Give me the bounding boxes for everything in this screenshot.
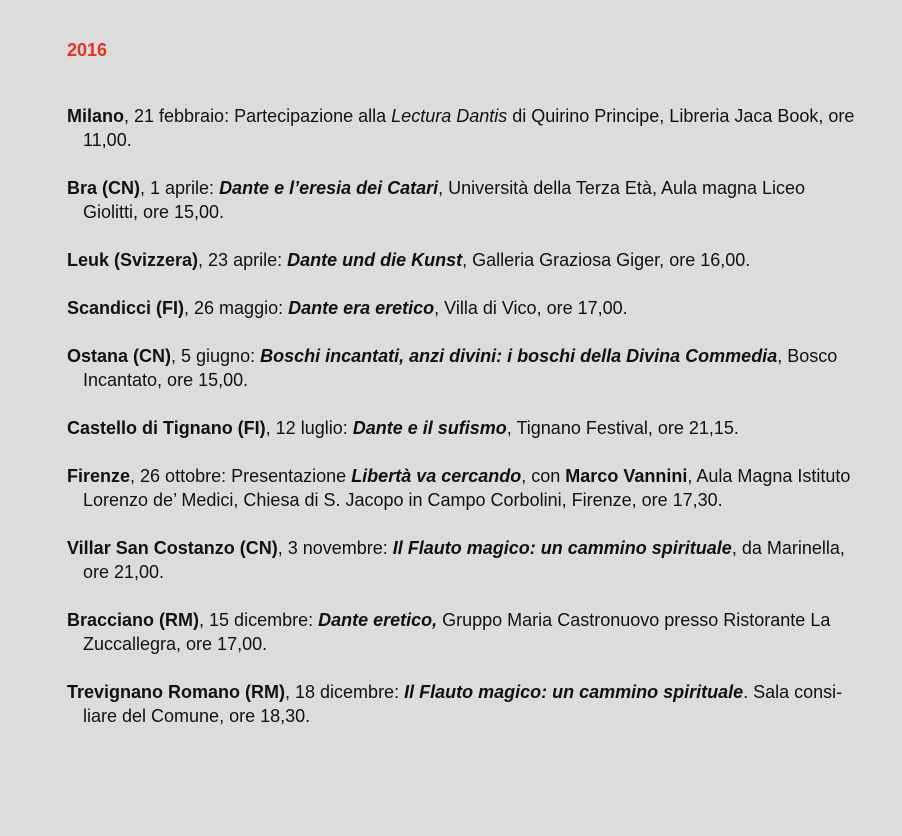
event-detail: , 12 luglio: xyxy=(265,418,353,438)
event-entry xyxy=(67,416,862,440)
event-entry xyxy=(67,248,862,272)
event-title: Libertà va cercando xyxy=(351,466,522,486)
event-entry xyxy=(67,296,862,320)
event-entry xyxy=(67,104,862,152)
event-detail: , 15 dicembre: xyxy=(199,610,319,630)
event-entry xyxy=(67,536,862,584)
event-place: Bra (CN) xyxy=(67,178,141,198)
event-place: Leuk (Svizzera) xyxy=(67,250,199,270)
event-place: Ostana (CN) xyxy=(67,346,172,366)
event-entry xyxy=(67,608,862,656)
event-detail: , 1 aprile: xyxy=(140,178,220,198)
event-detail: , Villa di Vico, ore 17,00. xyxy=(434,298,628,318)
event-place: Castello di Tignano (FI) xyxy=(67,418,266,438)
event-detail: , 21 febbraio: Partecipazione alla xyxy=(124,106,392,126)
event-detail: , 5 giugno: xyxy=(171,346,261,366)
event-title: Dante und die Kunst xyxy=(287,250,463,270)
event-detail: , Aula Magna Istituto Lorenzo de’ Medici, Chiesa di S. Jacopo in Campo Corbolini, Firenze, ore 17,30. xyxy=(83,466,851,510)
event-detail: , 26 ottobre: Presentazione xyxy=(130,466,352,486)
event-title: Il Flauto magico: un cammino spirituale xyxy=(404,682,744,702)
year-heading: 2016 xyxy=(67,40,108,60)
event-title: Dante e il sufismo xyxy=(352,418,507,438)
event-entry xyxy=(67,176,862,224)
event-title: Dante era eretico xyxy=(288,298,435,318)
event-title: Dante eretico, xyxy=(318,610,438,630)
event-place: Firenze xyxy=(67,466,131,486)
event-detail: Gruppo Maria Castronuovo presso Ristorante La Zuccallegra, ore 17,00. xyxy=(83,610,831,654)
event-place: Marco Vannini xyxy=(565,466,688,486)
event-title: Boschi incantati, anzi divini: i boschi della Divina Commedia xyxy=(260,346,778,366)
event-detail: , 18 dicembre: xyxy=(285,682,405,702)
event-title: Dante e l’eresia dei Catari xyxy=(219,178,439,198)
event-entry xyxy=(67,344,862,392)
events-list xyxy=(67,104,862,728)
event-place: Trevignano Romano (RM) xyxy=(67,682,286,702)
event-detail: , 26 maggio: xyxy=(184,298,289,318)
event-detail: , Bosco Incantato, ore 15,00. xyxy=(83,346,838,390)
event-place: Bracciano (RM) xyxy=(67,610,200,630)
event-detail: , con xyxy=(521,466,566,486)
event-place: Scandicci (FI) xyxy=(67,298,185,318)
event-detail: . Sala consi-liare del Comune, ore 18,30. xyxy=(83,682,843,726)
event-title: Il Flauto magico: un cammino spirituale xyxy=(392,538,732,558)
event-detail: di Quirino Principe, Libreria Jaca Book, ore 11,00. xyxy=(83,106,855,150)
event-place: Milano xyxy=(67,106,124,126)
event-detail: , da Marinella, ore 21,00. xyxy=(83,538,845,582)
event-detail: , 3 novembre: xyxy=(277,538,393,558)
event-detail: , Tignano Festival, ore 21,15. xyxy=(506,418,739,438)
event-entry xyxy=(67,680,862,728)
event-entry xyxy=(67,464,862,512)
event-place: Villar San Costanzo (CN) xyxy=(67,538,278,558)
event-detail: , Galleria Graziosa Giger, ore 16,00. xyxy=(462,250,751,270)
event-title: Lectura Dantis xyxy=(391,106,508,126)
event-detail: , Università della Terza Età, Aula magna Liceo Giolitti, ore 15,00. xyxy=(83,178,806,222)
event-detail: , 23 aprile: xyxy=(198,250,288,270)
